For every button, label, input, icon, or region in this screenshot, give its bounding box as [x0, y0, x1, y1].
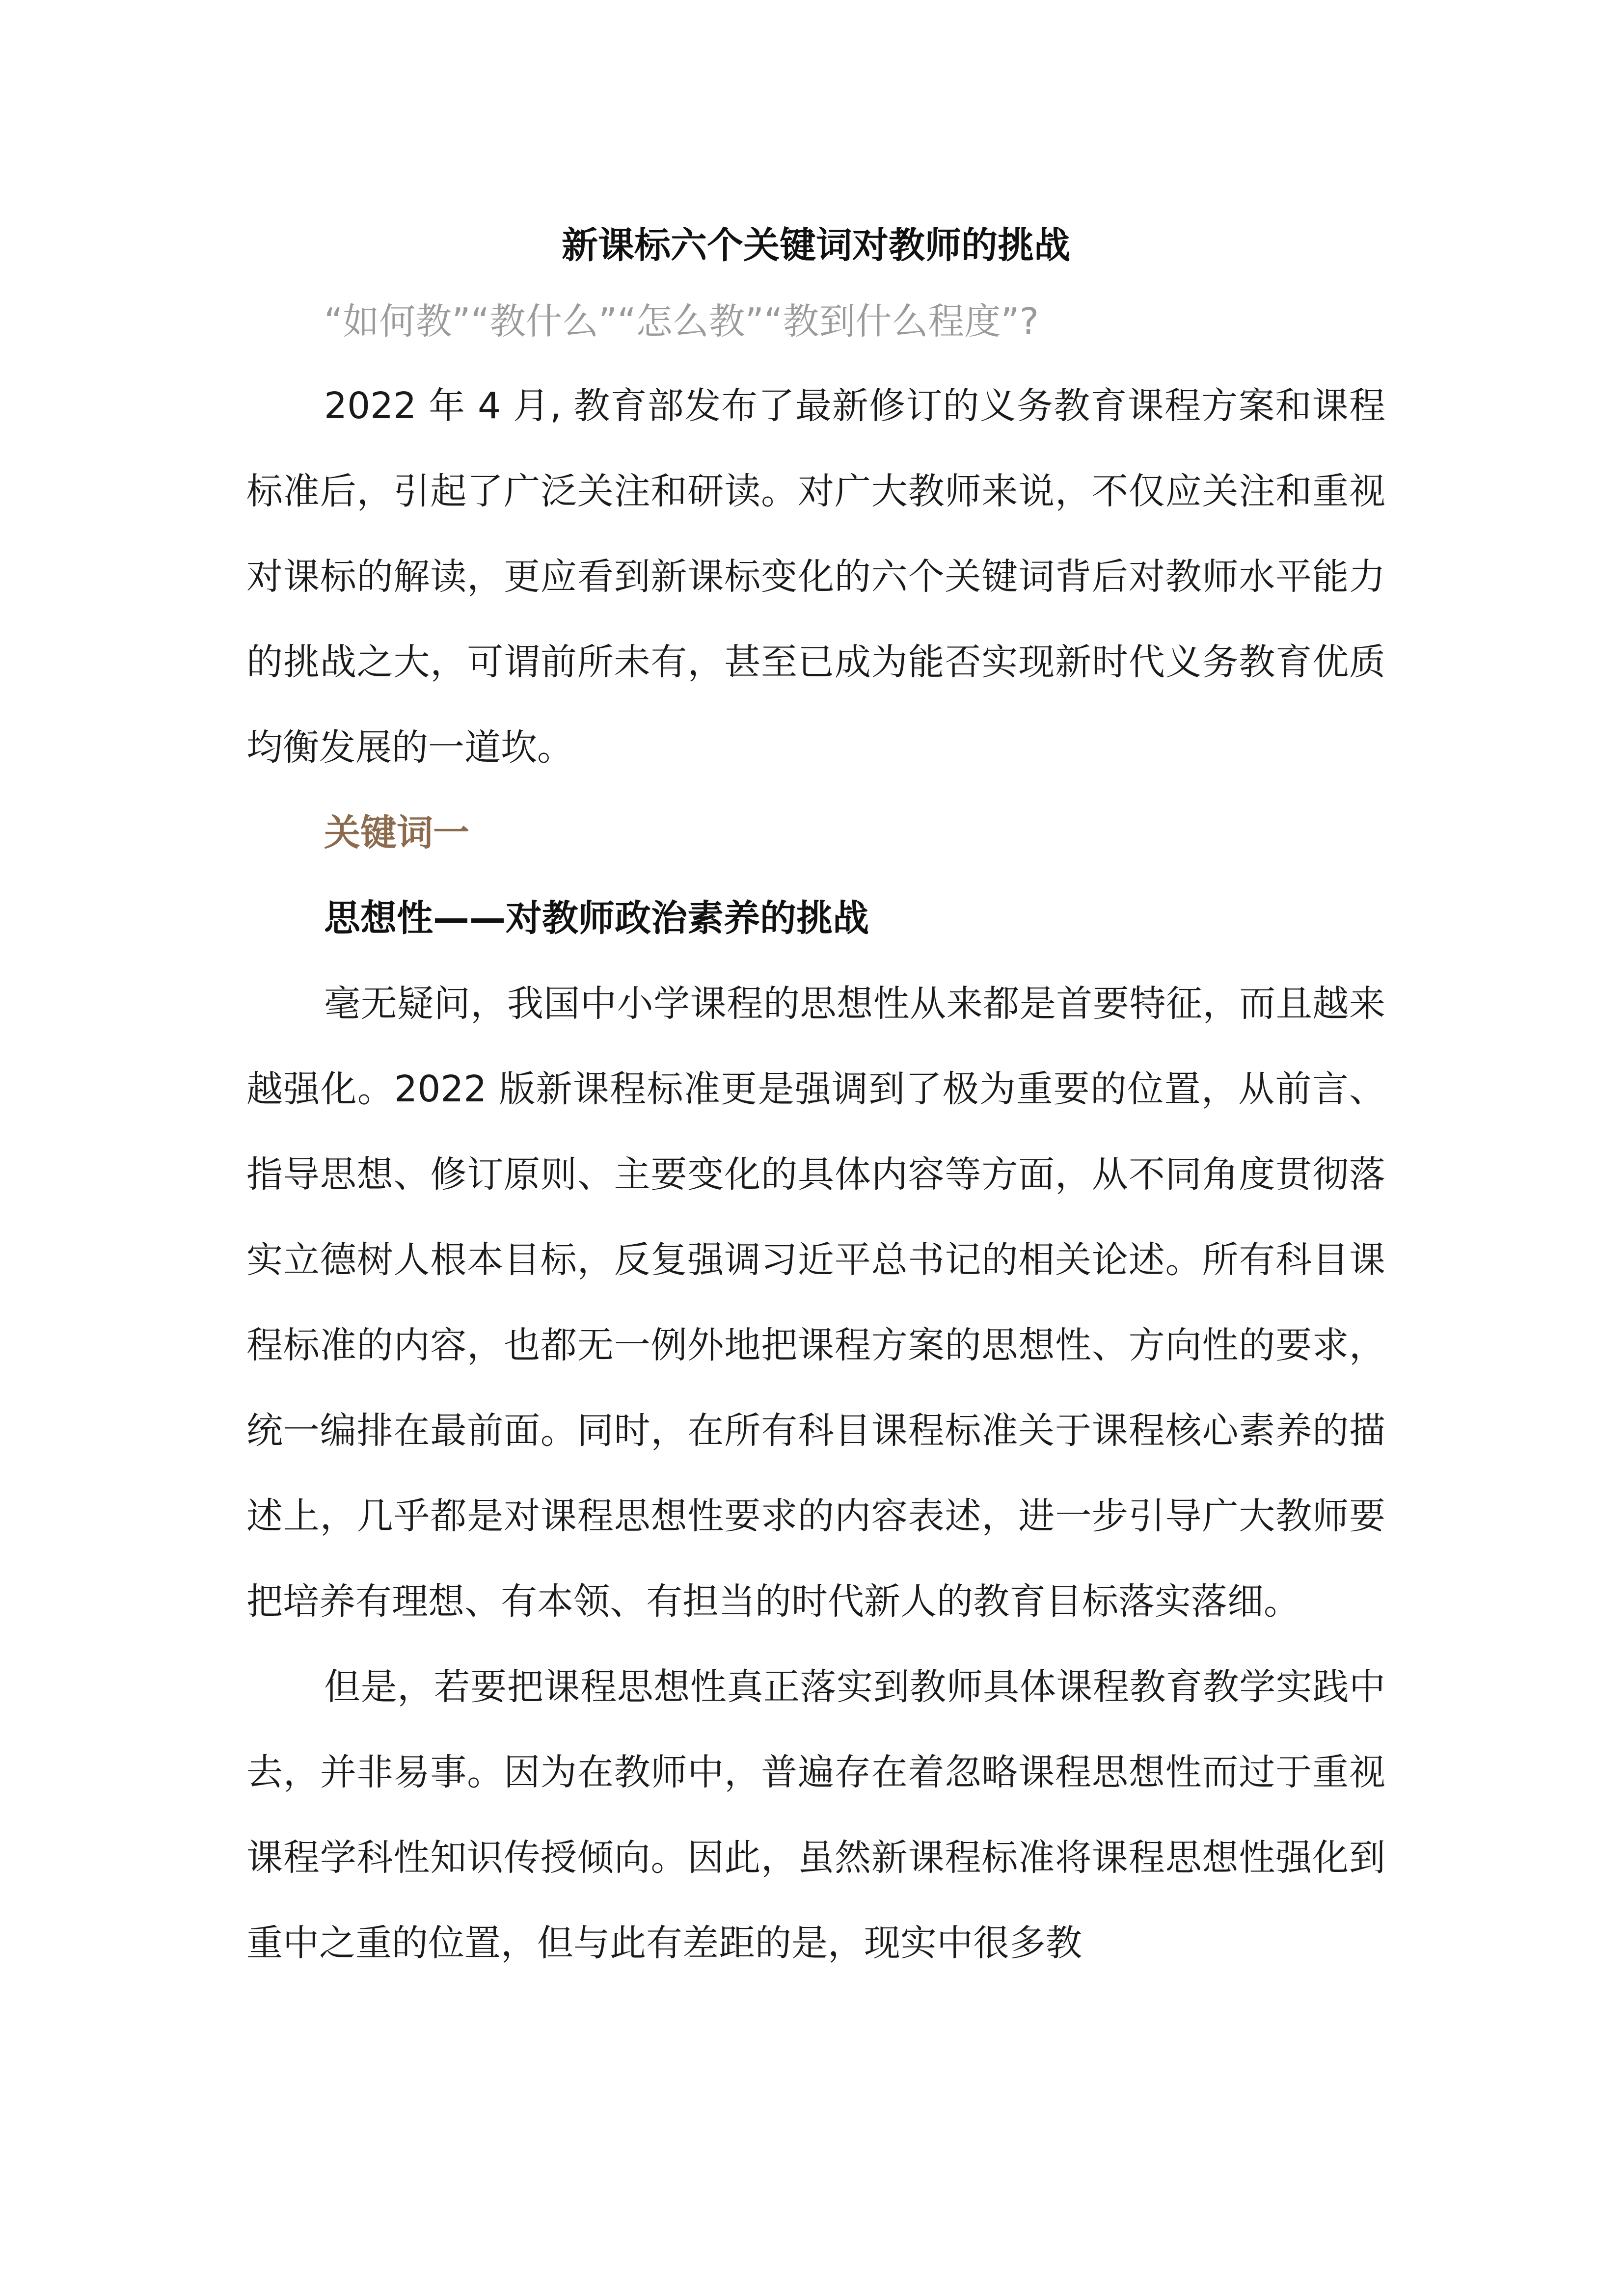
keyword-1-heading: 思想性——对教师政治素养的挑战 [324, 897, 869, 939]
document-body [246, 211, 1385, 1986]
keyword-1-paragraph-2: 但是，若要把课程思想性真正落实到教师具体课程教育教学实践中去，并非易事。因为在教师中，普遍存在着忽略课程思想性而过于重视课程学科性知识传授倾向。因此，虽然新课程标准将课程思想性强化到重中之重的位置，但与此有差距的是，现实中很多教 [246, 1666, 1385, 1964]
keyword-1-label: 关键词一 [324, 812, 469, 854]
document-title: 新课标六个关键词对教师的挑战 [562, 224, 1070, 267]
document-subtitle: “如何教”“教什么”“怎么教”“教到什么程度”? [324, 300, 1039, 343]
keyword-1-paragraph-1: 毫无疑问，我国中小学课程的思想性从来都是首要特征，而且越来越强化。2022 版新课程标准更是强调到了极为重要的位置，从前言、指导思想、修订原则、主要变化的具体内容等方面，从不同角度贯彻落实立德树人根本目标，反复强调习近平总书记的相关论述。所有科目课程标准的内容，也都无一例外地把课程方案的思想性、方向性的要求，统一编排在最前面。同时，在所有科目课程标准关于课程核心素养的描述上，几乎都是对课程思想性要求的内容表述，进一步引导广大教师要把培养有理想、有本领、有担当的时代新人的教育目标落实落细。 [246, 983, 1385, 1623]
intro-paragraph: 2022 年 4 月, 教育部发布了最新修订的义务教育课程方案和课程标准后，引起了广泛关注和研读。对广大教师来说，不仅应关注和重视对课标的解读，更应看到新课标变化的六个关键词背后对教师水平能力的挑战之大，可谓前所未有，甚至已成为能否实现新时代义务教育优质均衡发展的一道坎。 [246, 385, 1385, 769]
